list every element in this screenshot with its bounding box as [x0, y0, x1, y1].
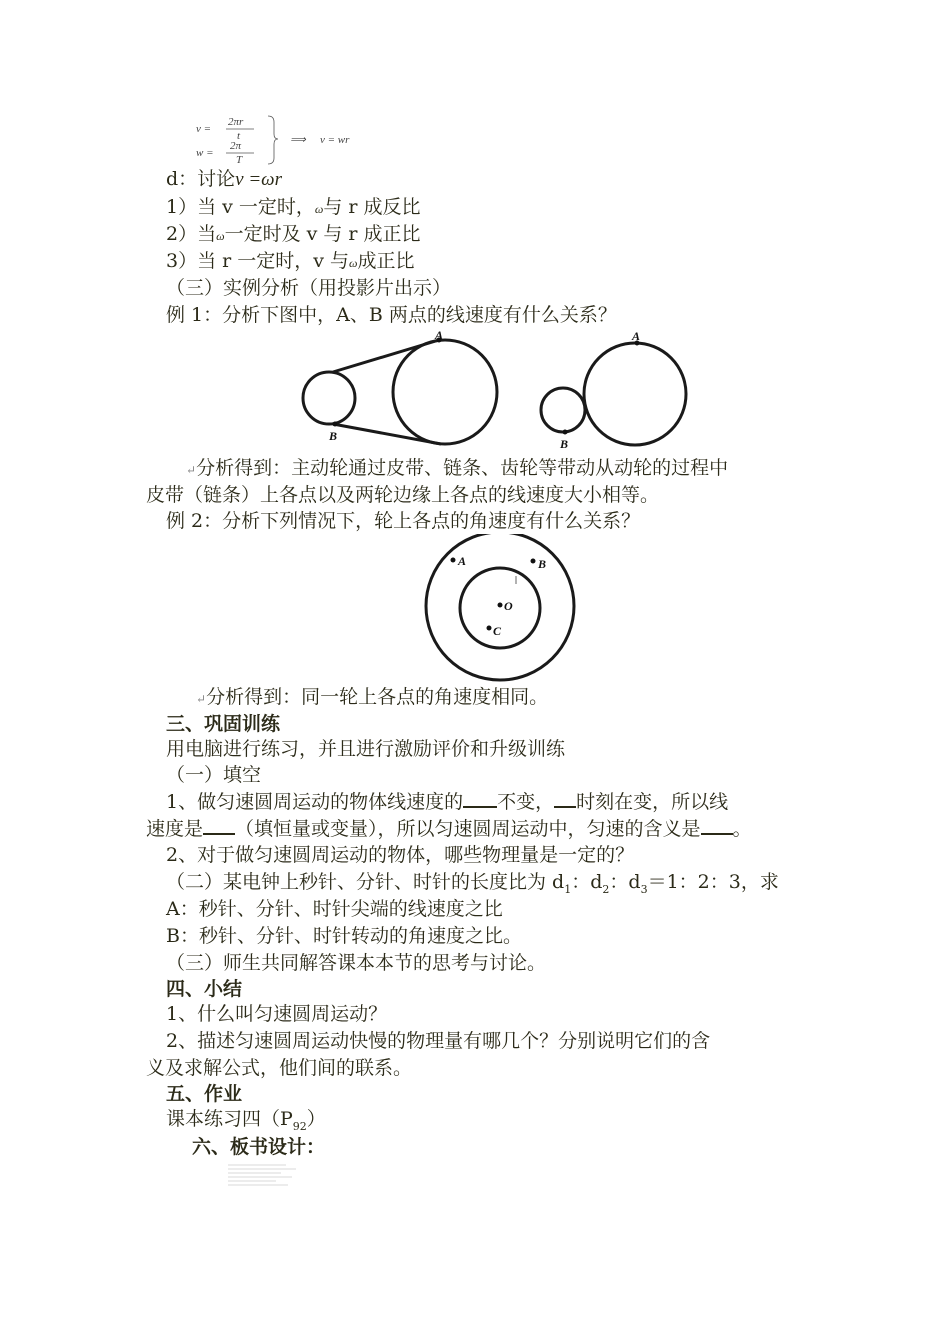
item-prefix: 3）当 r 一定时，v 与 — [166, 250, 350, 272]
q1-text: （填恒量或变量），所以匀速圆周运动中，匀速的含义是 — [235, 818, 701, 840]
blank-3[interactable] — [203, 815, 235, 835]
clock-text: ：d — [609, 871, 641, 893]
discussion-item-3 — [166, 248, 415, 276]
heading-homework: 五、作业 — [166, 1083, 243, 1105]
example1-question: 例 1：分析下图中，A、B 两点的线速度有什么关系？ — [166, 304, 617, 326]
example1-figure — [295, 328, 695, 448]
wheels-svg — [295, 328, 695, 448]
example2-question: 例 2：分析下列情况下，轮上各点的角速度有什么关系？ — [166, 510, 641, 532]
q1-text: 1、做匀速圆周运动的物体线速度的 — [166, 791, 464, 813]
belt-top — [333, 340, 439, 372]
subscript: 1 — [564, 882, 572, 896]
discussion-line — [166, 166, 282, 193]
blank-2[interactable] — [554, 788, 576, 808]
formula-v-lhs: v = — [196, 123, 212, 135]
summary-2-line1: 2、描述匀速圆周运动快慢的物理量有哪几个？分别说明它们的含 — [166, 1030, 711, 1052]
formula-arrow: ⟹ — [290, 134, 306, 146]
summary-2-line2: 义及求解公式，他们间的联系。 — [146, 1057, 413, 1079]
heading-board-design: 六、板书设计： — [192, 1136, 326, 1158]
item-suffix: 成正比 — [357, 250, 415, 272]
paragraph-mark-icon: ↵ — [186, 463, 197, 477]
example2-analysis — [196, 684, 548, 712]
blank-4[interactable] — [701, 815, 733, 835]
large-pulley — [393, 340, 497, 444]
clock-part-a: A：秒针、分针、时针尖端的线速度之比 — [166, 898, 503, 920]
analysis-text: 分析得到：同一轮上各点的角速度相同。 — [206, 686, 549, 708]
clock-text: ：d — [571, 871, 603, 893]
paragraph-mark-icon: ↵ — [196, 692, 207, 706]
label-a-2: A — [632, 329, 641, 343]
small-gear-wheel — [541, 388, 585, 432]
fill-blank-title: （一）填空 — [166, 764, 262, 786]
q1-text: 速度是 — [146, 818, 204, 840]
thumbnail-svg — [226, 1162, 306, 1188]
heading-consolidation: 三、巩固训练 — [166, 713, 281, 735]
analysis-text: 分析得到：主动轮通过皮带、链条、齿轮等带动从动轮的过程中 — [196, 457, 729, 479]
q1-text: 不变， — [497, 791, 555, 813]
question-1-line1 — [166, 788, 728, 815]
subscript: 92 — [292, 1119, 307, 1133]
subscript: 2 — [602, 882, 610, 896]
label-b: B — [538, 557, 547, 571]
homework-label: ） — [306, 1108, 326, 1130]
belt-bottom — [333, 424, 441, 444]
item-prefix: 2）当 — [166, 223, 217, 245]
example2-figure — [420, 534, 580, 682]
label-b-2: B — [560, 437, 569, 448]
formula-w-lhs: w = — [196, 147, 214, 159]
item-suffix: 一定时及 v 与 r 成正比 — [224, 223, 421, 245]
q1-text: 时刻在变，所以线 — [576, 791, 729, 813]
formula-figure — [190, 112, 390, 167]
q1-text: 。 — [732, 818, 752, 840]
summary-1: 1、什么叫匀速圆周运动？ — [166, 1003, 388, 1025]
formula-v-den: t — [237, 130, 241, 142]
omega-symbol: ω — [216, 229, 225, 243]
concentric-wheel-svg — [420, 534, 580, 682]
example1-analysis-line1 — [186, 455, 728, 483]
omega-symbol: ω — [349, 256, 358, 270]
question-1-line2 — [146, 815, 752, 842]
question-2: 2、对于做匀速圆周运动的物体，哪些物理量是一定的？ — [166, 844, 635, 866]
discussion-label: d：讨论 — [166, 168, 236, 190]
formula-v-num: 2πr — [228, 116, 244, 128]
clock-text: （二）某电钟上秒针、分针、时针的长度比为 d — [166, 871, 565, 893]
heading-summary: 四、小结 — [166, 978, 243, 1000]
discussion-3: （三）师生共同解答课本本节的思考与讨论。 — [166, 952, 547, 974]
discussion-item-2 — [166, 221, 421, 249]
item-prefix: 1）当 v 一定时， — [166, 196, 315, 218]
omega-symbol: ω — [314, 202, 324, 216]
item-suffix: 与 r 成反比 — [323, 196, 421, 218]
section3-subheading: （三）实例分析（用投影片出示） — [166, 277, 452, 299]
label-a-1: A — [435, 328, 444, 342]
example1-analysis-line2: 皮带（链条）上各点以及两轮边缘上各点的线速度大小相等。 — [146, 484, 660, 506]
discussion-formula: v =ωr — [235, 169, 282, 190]
formula-svg — [190, 112, 390, 167]
subscript: 3 — [640, 882, 648, 896]
label-b-1: B — [329, 429, 338, 443]
label-o: O — [504, 599, 513, 613]
homework-label: 课本练习四（P — [166, 1108, 293, 1130]
clock-text: ＝1：2：3，求 — [647, 871, 779, 893]
clock-part-b: B：秒针、分针、时针转动的角速度之比。 — [166, 925, 522, 947]
blank-1[interactable] — [463, 788, 497, 808]
label-a: A — [458, 554, 467, 568]
discussion-item-1 — [166, 194, 421, 222]
large-gear-wheel — [584, 343, 686, 445]
formula-result: v = wr — [320, 134, 350, 146]
board-design-thumbnail — [226, 1162, 306, 1188]
label-c: C — [493, 624, 502, 638]
formula-w-num: 2π — [230, 140, 242, 152]
formula-w-den: T — [236, 154, 243, 166]
practice-intro: 用电脑进行练习，并且进行激励评价和升级训练 — [166, 738, 566, 760]
small-pulley — [303, 372, 355, 424]
